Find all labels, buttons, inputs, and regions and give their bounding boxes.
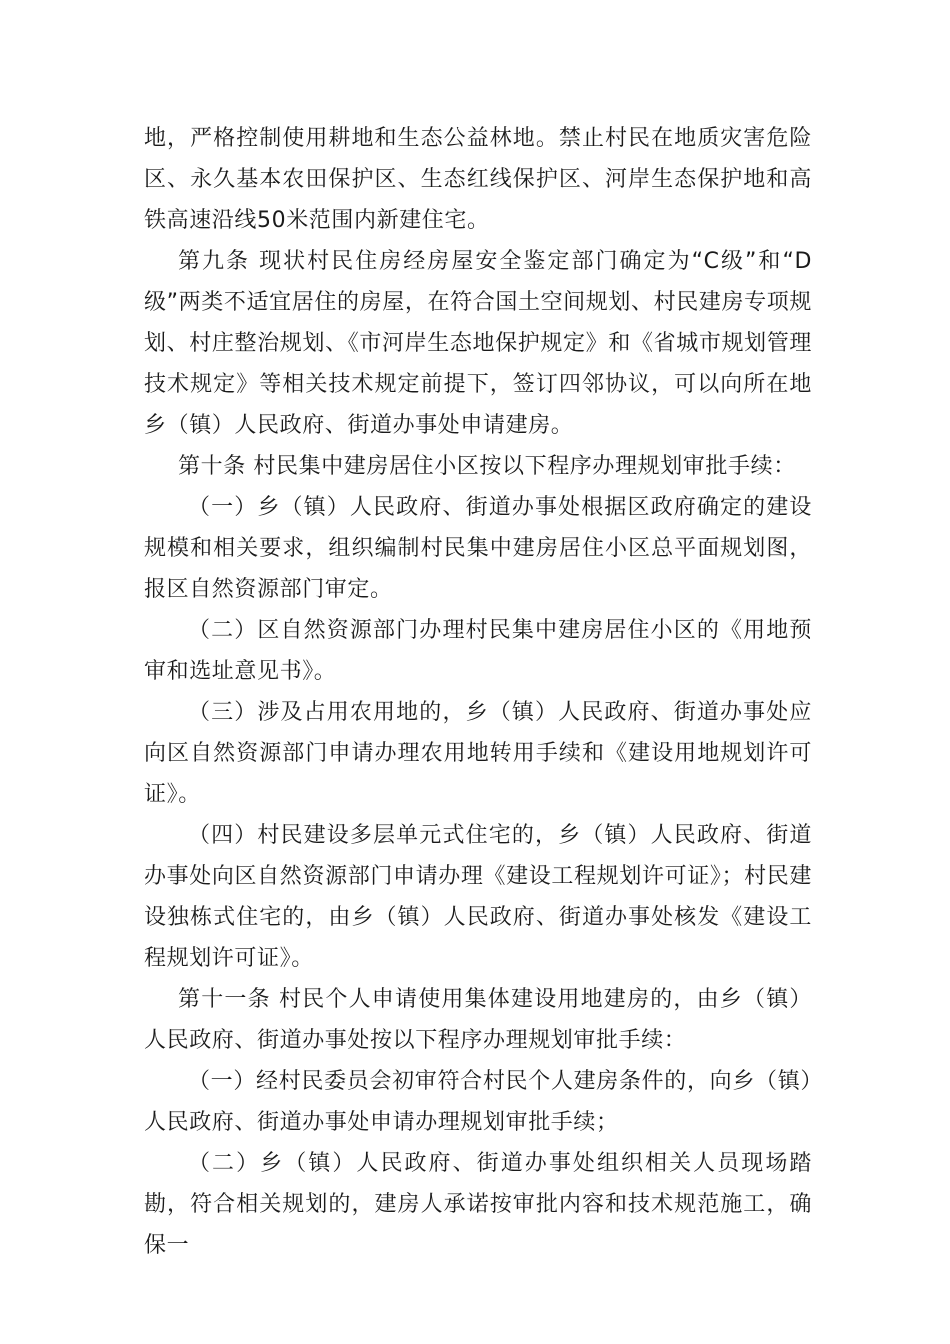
paragraph-article-10-item-4: （四）村民建设多层单元式住宅的，乡（镇）人民政府、街道办事处向区自然资源部门申请办理《建设工程规划许可证》；村民建设独栋式住宅的，由乡（镇）人民政府、街道办事处核发《建设工程规划许可证》。 <box>144 823 812 971</box>
paragraph-article-11-item-2: （二）乡（镇）人民政府、街道办事处组织相关人员现场踏勘，符合相关规划的，建房人承诺按审批内容和技术规范施工，确保一 <box>144 1151 812 1258</box>
paragraph-article-10: 第十条 村民集中建房居住小区按以下程序办理规划审批手续： <box>178 454 796 479</box>
paragraph-article-10-item-3: （三）涉及占用农用地的，乡（镇）人民政府、街道办事处应向区自然资源部门申请办理农用地转用手续和《建设用地规划许可证》。 <box>144 700 812 807</box>
document-body <box>144 118 812 1266</box>
paragraph-article-10-item-1: （一）乡（镇）人民政府、街道办事处根据区政府确定的建设规模和相关要求，组织编制村民集中建房居住小区总平面规划图，报区自然资源部门审定。 <box>144 495 812 602</box>
paragraph-article-10-item-2: （二）区自然资源部门办理村民集中建房居住小区的《用地预审和选址意见书》。 <box>144 618 812 684</box>
paragraph-continuation: 地，严格控制使用耕地和生态公益林地。禁止村民在地质灾害危险区、永久基本农田保护区、生态红线保护区、河岸生态保护地和高铁高速沿线50米范围内新建住宅。 <box>144 126 812 233</box>
paragraph-article-11: 第十一条 村民个人申请使用集体建设用地建房的，由乡（镇）人民政府、街道办事处按以下程序办理规划审批手续： <box>144 987 812 1053</box>
paragraph-article-9: 第九条 现状村民住房经房屋安全鉴定部门确定为“C级”和“D级”两类不适宜居住的房屋，在符合国土空间规划、村民建房专项规划、村庄整治规划、《市河岸生态地保护规定》和《省城市规划管理技术规定》等相关技术规定前提下，签订四邻协议，可以向所在地乡（镇）人民政府、街道办事处申请建房。 <box>144 249 812 438</box>
paragraph-article-11-item-1: （一）经村民委员会初审符合村民个人建房条件的，向乡（镇）人民政府、街道办事处申请办理规划审批手续； <box>144 1069 812 1135</box>
